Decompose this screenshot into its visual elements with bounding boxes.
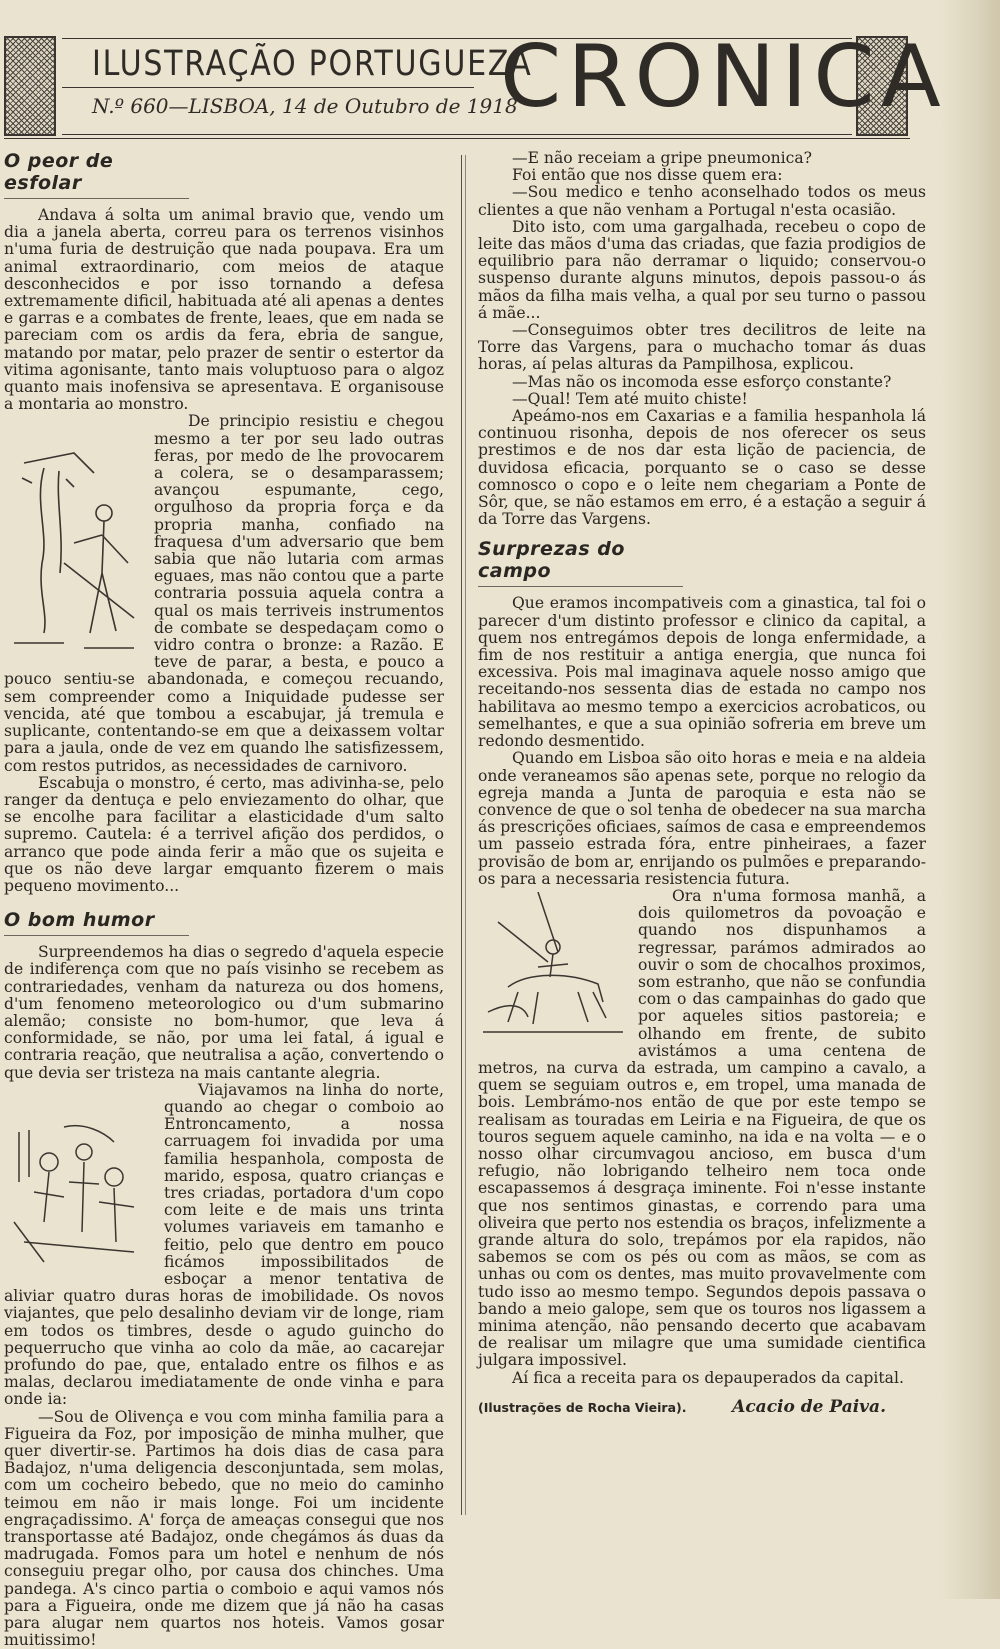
author-name: Acacio de Paiva. [732, 1396, 886, 1417]
paragraph: —E não receiam a gripe pneumonica? [512, 149, 813, 167]
section-title-surprezas: Surprezas do campo [478, 538, 683, 587]
signature-line [478, 1397, 926, 1417]
header-ornament-left [4, 36, 56, 136]
paragraph: Andava á solta um animal bravio que, vendo um dia a janela aberta, correu para os terrenos visinhos n'uma furia de destruição que nada poupava. Era um animal extraordinario, com meios de ataque desconhecidos e por isso tornando a defesa extremamente dificil, habituada até ali apenas a dentes e garras e a combates de frente, leaes, que em nada se pareciam com os ardis da fera, ebria de sangue, matando por matar, pelo prazer de sentir o estertor da vitima agonisante, tanto mais voluptuoso para o algoz quanto mais inofensiva se apresentava. E organisouse a montaria ao monstro. [4, 206, 444, 414]
paragraph: Que eramos incompativeis com a ginastica, tal foi o parecer d'um distinto professor e clinico da capital, a quem nos entregámos depois de longa enfermidade, a fim de nos restituir a antiga energia, que nunca foi excessiva. Pois mal imaginava aquele nosso amigo que receitando-nos sessenta dias de estada no campo nos habilitava ao mesmo tempo a exercicios acrobaticos, ou semelhantes, e que a sua opinião sofreria em breve um redondo desmentido. [478, 594, 926, 751]
paragraph: Surpreendemos ha dias o segredo d'aquela especie de indiferença com que no país visinho se recebem as contrariedades, venham da natureza ou dos homens, d'um fenomeno meteorologico ou d'um submarino alemão; consiste no bom-humor, que leva á conformidade, se não, por uma lei fatal, á igual e contraria reação, que neutralisa a ação, convertendo o que devia ser tristeza na mais cantante alegria. [4, 943, 445, 1082]
page-edge [940, 0, 1000, 1599]
column-divider-2 [465, 155, 466, 1515]
paragraph: —Sou medico e tenho aconselhado todos os meus clientes a que não venham a Portugal n'esta ocasião. [478, 183, 926, 219]
paragraph: Dito isto, com uma gargalhada, recebeu o copo de leite das mãos d'uma das criadas, que fazia prodigios de equilibrio para não derramar o liquido; conservou-o suspenso durante alguns minutos, depois passou-o ás mãos da filha mais velha, a qual por seu turno o passou á mãe... [478, 217, 926, 322]
paragraph: Quando em Lisboa são oito horas e meia e na aldeia onde veraneamos são apenas sete, porque no relogio da egreja manda a Junta de paroquia e esta não se convence de que o sol tenha de obedecer na sua marcha ás prescrições oficiaes, saímos de casa e empreendemos um passeio estrada fóra, entre pinheiraes, a fazer provisão de bom ar, enrijando os pulmões e preparando-os para a necessaria resistencia futura. [478, 749, 926, 888]
paragraph: Ora n'uma formosa manhã, a dois quilometros da povoação e quando nos dispunhamos a regressar, parámos admirados ao ouvir o som de chocalhos proximos, som estranho, que não se confundia com o das campainhas do gado que por aqueles sitios pastoreia; e olhando em frente, de subito avistámos a uma centena de metros, na curva da estrada, um campino a cavalo, a quem se seguiam outros e, em tropel, uma manada de bois. Lembrámo-nos então de que por este tempo se realisam as touradas em Leiria e na Figueira, de que os touros seguem aquele caminho, na ida e na volta — e o nosso olhar circumvagou ancioso, em busca d'um refugio, não lobrigando telheiro nem toca onde escapassemos á desgraça iminente. Foi n'esse instante que nos sentimos ginastas, e correndo para uma oliveira que perto nos estendia os braços, infelizmente a grande altura do solo, trepámos por ela rapidos, não sabemos se com os pés ou com as mãos, se com as unhas ou com os dentes, mas muito provavelmente com tudo isso ao mesmo tempo. Segundos depois passava o bando a meio galope, sem que os touros nos ligassem a minima atenção, não pensando decerto que acabavam de realisar um milagre que uma sumidade cientifica julgara impossivel. [478, 886, 926, 1370]
paragraph: De principio resistiu e chegou mesmo a ter por seu lado outras feras, por medo de lhe provocarem a colera, se o desamparassem; avançou espumante, cego, orgulhoso da propria força e da propria manha, confiado na fraquesa d'um adversario que bem sabia que não lutaria com armas eguaes, mas não contou que a parte contraria possuia aquela contra a qual os mais terriveis instrumentos de combate se despedaçam como o vidro contra o bronze: a Razão. E teve de parar, a besta, e pouco a pouco sentiu-se abandonada, e começou recuando, sem compreender como a Iniquidade pudesse ser vencida, até que tombou a escabujar, já tremula e suplicante, contentando-se em que a deixassem voltar para a jaula, onde de vez em quando lhe satisfizessem, com restos putridos, as necessidades de carnivoro. [4, 412, 444, 775]
issue-line: N.º 660—LISBOA, 14 de Outubro de 1918 [92, 94, 518, 118]
paragraph: —Conseguimos obter tres decilitros de leite na Torre das Vargens, para o muchacho tomar ás duas horas, aí pelas alturas da Pampilhosa, explicou. [478, 321, 926, 374]
paragraph: —Qual! Tem até muito chiste! [512, 389, 748, 408]
illustration-credit: (Ilustrações de Rocha Vieira). [478, 1399, 687, 1415]
paragraph: Foi então que nos disse quem era: [512, 166, 783, 185]
horsemen-illustration [478, 892, 628, 1042]
section-heading: CRONICA [500, 27, 947, 127]
section-title-bom-humor: O bom humor [4, 909, 189, 936]
left-column [4, 150, 444, 1649]
right-column [478, 150, 926, 1417]
header-rule-bottom-2 [4, 138, 910, 139]
column-divider [461, 155, 462, 1515]
section-title-peor: O peor de esfolar [4, 150, 189, 199]
paragraph: Viajavamos na linha do norte, quando ao chegar o comboio ao Entroncamento, a nossa carruagem foi invadida por uma familia hespanhola, composta de marido, esposa, quatro crianças e tres criadas, portadora d'um copo com leite e de mais uns trinta volumes variaveis em tamanho e feitio, pelo que dentro em pouco ficámos impossibilitados de esboçar a menor tentativa de aliviar quatro duras horas de imobilidade. Os novos viajantes, que pelo desalinho deviam vir de longe, riam em todos os timbres, desde o agudo guincho do pequerrucho que vinha ao colo da mãe, ao cacarejar profundo do pae, que, entalado entre os filhos e as malas, declarou imediatamente de onde vinha e para onde ia: [4, 1080, 444, 1409]
paragraph: Escabuja o monstro, é certo, mas adivinha-se, pelo ranger da dentuça e pelo enviezamento do olhar, que se encolhe para facilitar a elasticidade d'um salto supremo. Cautela: é a terrivel afição dos perdidos, o arranco que pode ainda ferir a mão que os sujeita e que os não deve largar emquanto fizerem o mais pequeno movimento... [4, 773, 444, 895]
bull-fighter-illustration [4, 443, 144, 663]
paragraph: —Sou de Olivença e vou com minha familia para a Figueira da Foz, por imposição de minha mulher, que quer divertir-se. Partimos ha dois dias de casa para Badajoz, n'uma deligencia desconjuntada, sem molas, com um cocheiro bebedo, que no meio do caminho teimou em não ir mais longe. Foi um incidente engraçadissimo. A' força de ameaças consegui que nos transportasse até Badajoz, onde chegámos ás duas da madrugada. Fomos para um hotel e nenhum de nós conseguiu pregar olho, por causa dos chinches. Uma pandega. A's cinco partia o comboio e aqui vamos nós para a Figueira, onde me dizem que já não ha casas para alugar nem quartos nos hoteis. Vamos gosar muitissimo! [4, 1407, 444, 1649]
publication-title: ILUSTRAÇÃO PORTUGUEZA [92, 44, 533, 84]
paragraph: Aí fica a receita para os depauperados da capital. [512, 1368, 904, 1387]
paragraph: —Mas não os incomoda esse esforço constante? [512, 372, 892, 391]
paragraph: Apeámo-nos em Caxarias e a familia hespanhola lá continuou risonha, depois de nos oferecer os seus prestimos e de nos dar esta lição de paciencia, de duvidosa eficacia, porquanto se o caso se desse comnosco o copo e o leite nem chegariam a Ponte de Sôr, que, se não estamos em erro, é a estação a seguir á da Torre das Vargens. [478, 407, 926, 529]
header-rule-mid [62, 87, 474, 88]
header-rule-bottom [62, 134, 852, 135]
family-illustration [4, 1122, 154, 1272]
